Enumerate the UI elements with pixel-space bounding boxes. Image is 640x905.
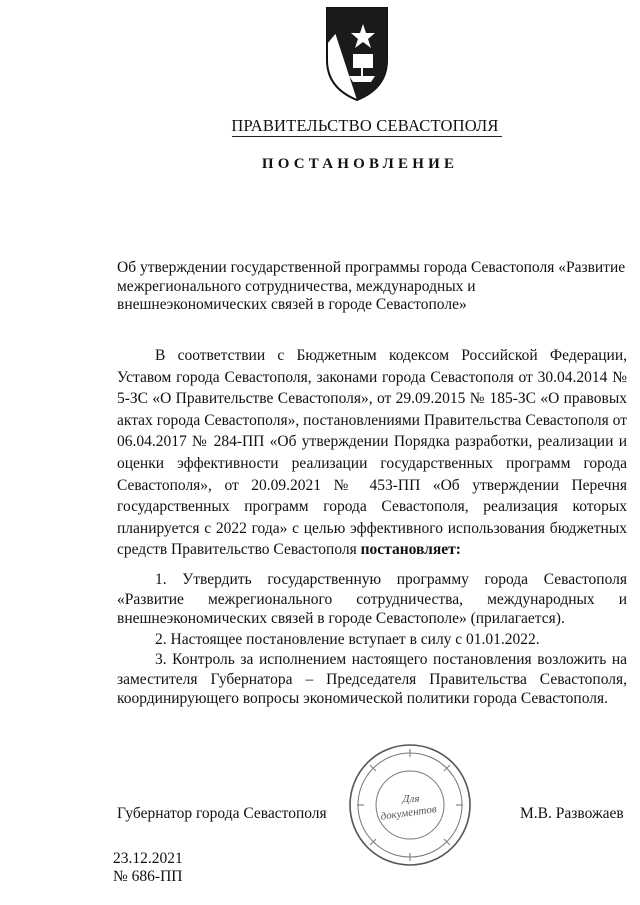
preamble-text: В соответствии с Бюджетным кодексом Российской Федерации, Уставом города Севастополя, законами города Севастополя от 30.04.2014 № 5-ЗС «О Правительстве Севастополя», от 29.09.2015 № 185-ЗС «О правовых актах города Севастополя», постановлениями Правительства Севастополя от 06.04.2017 № 284-ПП «Об утверждении Порядка разработки, реализации и оценки эффективности реализации государственных программ города Севастополя», от 20.09.2021 № 453-ПП «Об утверждении Перечня государственных программ города Севастополя, реализация которых планируется с 2022 года» с целью эффективного использования бюджетных средств Правительство Севастополя	[117, 347, 627, 559]
resolution-item-3: 3. Контроль за исполнением настоящего постановления возложить на заместителя Губернатора – Председателя Правительства Севастополя, координирующего вопросы экономической политики города Севастополя.	[117, 651, 627, 707]
seal-text-line1: Для	[402, 793, 420, 805]
document-number: № 686-ПП	[113, 868, 183, 885]
document-type-heading: ПОСТАНОВЛЕНИЕ	[261, 156, 459, 172]
signatory-name: М.В. Развожаев	[520, 805, 624, 822]
document-subject: Об утверждении государственной программы города Севастополя «Развитие межрегионального сотрудничества, международных и внешнеэкономических связей в городе Севастополе»	[117, 259, 626, 313]
resolution-item-1: 1. Утвердить государственную программу города Севастополя «Развитие межрегионального сотрудничества, международных и внешнеэкономических связей в городе Севастополе» (прилагается).	[117, 571, 627, 627]
title-underline	[232, 136, 502, 137]
organization-title: ПРАВИТЕЛЬСТВО СЕВАСТОПОЛЯ	[231, 116, 499, 135]
resolution-items	[117, 570, 627, 710]
resolution-item-2: 2. Настоящее постановление вступает в силу с 01.01.2022.	[155, 630, 540, 648]
official-seal-icon	[345, 740, 475, 870]
preamble-keyword: постановляет:	[360, 541, 461, 559]
preamble-paragraph	[117, 345, 627, 561]
coat-of-arms-icon	[323, 4, 391, 102]
document-date: 23.12.2021	[113, 850, 183, 867]
seal-text-line2: документов	[379, 803, 438, 823]
signatory-position: Губернатор города Севастополя	[117, 805, 327, 822]
